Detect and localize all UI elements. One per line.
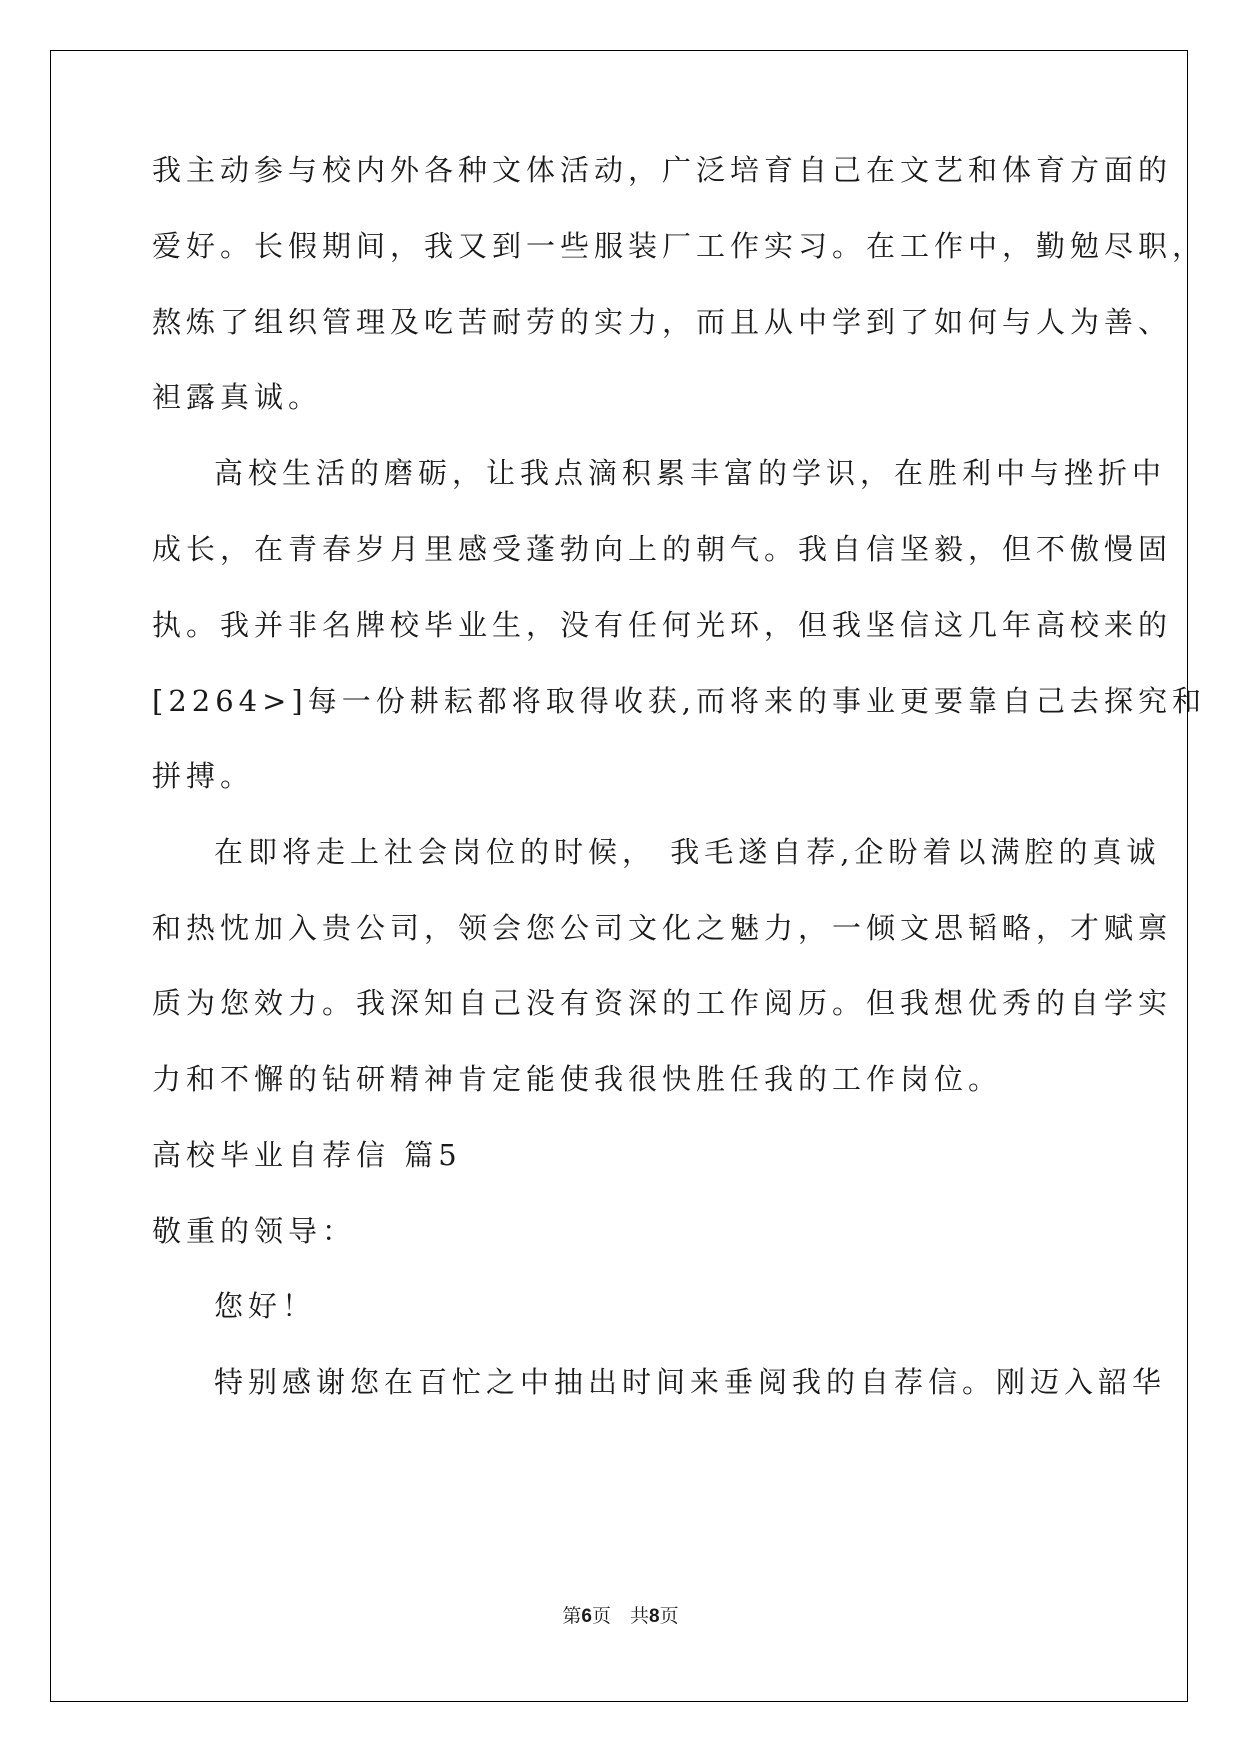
text-line: 执。我并非名牌校毕业生，没有任何光环，但我坚信这几年高校来的 [152, 608, 1173, 642]
total-page-number: 8 [649, 1606, 660, 1627]
footer-suffix: 页 [659, 1605, 679, 1627]
current-page-number: 6 [581, 1606, 592, 1627]
text-line: 袒露真诚。 [152, 380, 323, 414]
text-line: 熬炼了组织管理及吃苦耐劳的实力，而且从中学到了如何与人为善、 [152, 305, 1173, 339]
text-line: 拼搏。 [152, 759, 255, 793]
greeting: 您好！ [214, 1289, 317, 1323]
footer-mid: 页 共 [591, 1605, 649, 1627]
text-line: 高校生活的磨砺，让我点滴积累丰富的学识，在胜利中与挫折中 [214, 456, 1167, 490]
text-line: 力和不懈的钻研精神肯定能使我很快胜任我的工作岗位。 [152, 1062, 1003, 1096]
text-line: 我主动参与校内外各种文体活动，广泛培育自己在文艺和体育方面的 [152, 153, 1173, 187]
text-line: 在即将走上社会岗位的时候， 我毛遂自荐,企盼着以满腔的真诚 [214, 835, 1161, 869]
text-line: 和热忱加入贵公司，领会您公司文化之魅力，一倾文思韬略，才赋禀 [152, 911, 1173, 945]
text-line: 成长，在青春岁月里感受蓬勃向上的朝气。我自信坚毅，但不傲慢固 [152, 532, 1173, 566]
section-heading: 高校毕业自荐信 篇5 [152, 1138, 462, 1172]
salutation: 敬重的领导： [152, 1214, 357, 1248]
page-border [50, 50, 1207, 1702]
text-line: 质为您效力。我深知自己没有资深的工作阅历。但我想优秀的自学实 [152, 986, 1173, 1020]
text-line: [2264>]每一份耕耘都将取得收获,而将来的事业更要靠自己去探究和 [152, 684, 1206, 718]
text-line: 特别感谢您在百忙之中抽出时间来垂阅我的自荐信。刚迈入韶华 [214, 1365, 1167, 1399]
text-line: 爱好。长假期间，我又到一些服装厂工作实习。在工作中，勤勉尽职， [152, 229, 1207, 263]
footer-prefix: 第 [562, 1605, 582, 1627]
page-footer [0, 1604, 1241, 1629]
